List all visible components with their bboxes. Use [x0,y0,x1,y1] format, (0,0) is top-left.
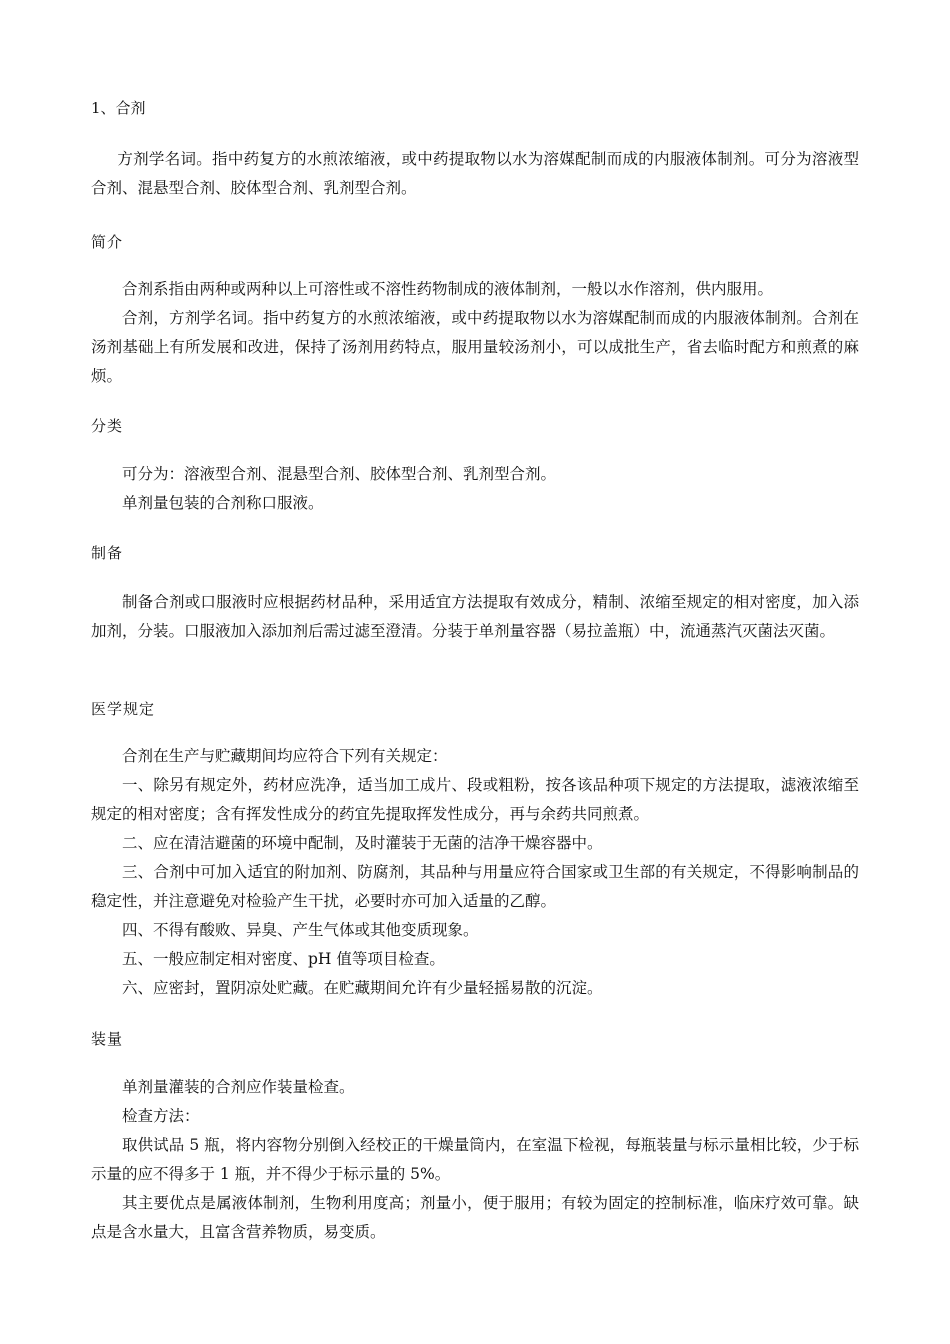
regulations-paragraph-4: 三、合剂中可加入适宜的附加剂、防腐剂，其品种与用量应符合国家或卫生部的有关规定，不得影响制品的稳定性，并注意避免对检验产生干扰，必要时亦可加入适量的乙醇。 [91,863,859,910]
regulations-paragraph-7: 六、应密封，置阴凉处贮藏。在贮藏期间允许有少量轻摇易散的沉淀。 [122,979,603,997]
regulations-paragraph-2: 一、除另有规定外，药材应洗净，适当加工成片、段或粗粉，按各该品种项下规定的方法提取，滤液浓缩至规定的相对密度；含有挥发性成分的药宜先提取挥发性成分，再与余药共同煎煮。 [91,776,859,823]
regulations-paragraph-6: 五、一般应制定相对密度、pH 值等项目检查。 [122,950,445,968]
section-heading-preparation: 制备 [91,544,124,562]
intro-section-paragraph-2: 合剂，方剂学名词。指中药复方的水煎浓缩液，或中药提取物以水为溶媒配制而成的内服液体制剂。合剂在汤剂基础上有所发展和改进，保持了汤剂用药特点，服用量较汤剂小，可以成批生产，省去临时配方和煎煮的麻烦。 [91,309,859,385]
section-heading-fill-volume: 装量 [91,1030,124,1048]
regulations-paragraph-3: 二、应在清洁避菌的环境中配制，及时灌装于无菌的洁净干燥容器中。 [122,834,603,852]
section-heading-regulations: 医学规定 [91,700,156,718]
fill-volume-paragraph-2: 检查方法： [122,1107,200,1125]
fill-volume-paragraph-4: 其主要优点是属液体制剂，生物利用度高；剂量小，便于服用；有较为固定的控制标准，临床疗效可靠。缺点是含水量大，且富含营养物质，易变质。 [91,1194,859,1241]
regulations-paragraph-5: 四、不得有酸败、异臭、产生气体或其他变质现象。 [122,921,479,939]
document-title: 1、合剂 [91,99,146,117]
fill-volume-paragraph-1: 单剂量灌装的合剂应作装量检查。 [122,1078,355,1096]
classification-paragraph-1: 可分为：溶液型合剂、混悬型合剂、胶体型合剂、乳剂型合剂。 [122,465,557,483]
intro-paragraph: 方剂学名词。指中药复方的水煎浓缩液，或中药提取物以水为溶媒配制而成的内服液体制剂。可分为溶液型合剂、混悬型合剂、胶体型合剂、乳剂型合剂。 [91,150,859,197]
classification-paragraph-2: 单剂量包装的合剂称口服液。 [122,494,324,512]
fill-volume-paragraph-3: 取供试品 5 瓶，将内容物分别倒入经校正的干燥量筒内，在室温下检视，每瓶装量与标示量相比较，少于标示量的应不得多于 1 瓶，并不得少于标示量的 5%。 [91,1136,859,1183]
regulations-paragraph-1: 合剂在生产与贮藏期间均应符合下列有关规定： [122,747,448,765]
preparation-paragraph-1: 制备合剂或口服液时应根据药材品种，采用适宜方法提取有效成分，精制、浓缩至规定的相对密度，加入添加剂，分装。口服液加入添加剂后需过滤至澄清。分装于单剂量容器（易拉盖瓶）中，流通蒸汽灭菌法灭菌。 [91,593,859,640]
intro-section-paragraph-1: 合剂系指由两种或两种以上可溶性或不溶性药物制成的液体制剂，一般以水作溶剂，供内服用。 [122,280,774,298]
section-heading-classification: 分类 [91,417,124,435]
section-heading-intro: 简介 [91,233,124,251]
